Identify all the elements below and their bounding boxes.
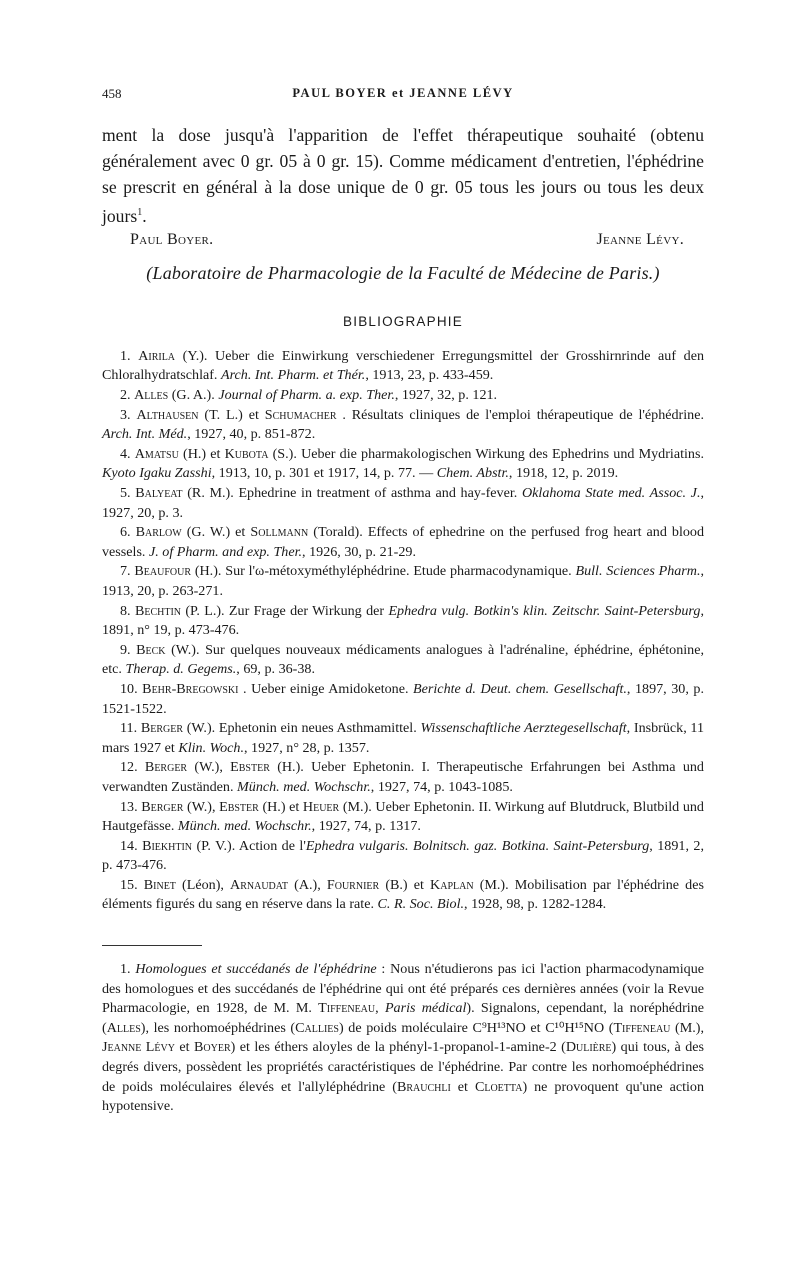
signature-jeanne-levy: Jeanne Lévy.: [596, 230, 684, 248]
bibliography-entry: 8. Bechtin (P. L.). Zur Frage der Wirkung der Ephedra vulg. Botkin's klin. Zeitschr. Saint-Petersburg, 1891, n° 19, p. 473-476.: [102, 602, 704, 639]
body-paragraph: ment la dose jusqu'à l'apparition de l'effet thérapeutique souhaité (obtenu généralement avec 0 gr. 05 à 0 gr. 15). Comme médicament d'entretien, l'éphédrine se prescrit en général à la dose unique de 0 gr. 05 tous les jours ou tous les deux jours$^1$.: [102, 125, 704, 226]
bibliography-entry: 9. Beck (W.). Sur quelques nouveaux médicaments analogues à l'adrénaline, éphédrine, éphétonine, etc. Therap. d. Gegems., 69, p. 36-38.: [102, 641, 704, 678]
bibliography-entry: 14. Biekhtin (P. V.). Action de l'Ephedra vulgaris. Bolnitsch. gaz. Botkina. Saint-Petersburg, 1891, 2, p. 473-476.: [102, 837, 704, 874]
bibliography-entry: 7. Beaufour (H.). Sur l'ω-métoxyméthyléphédrine. Etude pharmacodynamique. Bull. Sciences Pharm., 1913, 20, p. 263-271.: [102, 563, 705, 599]
bibliography-entry: 13. Berger (W.), Ebster (H.) et Heuer (M.). Ueber Ephetonin. II. Wirkung auf Blutdruck, Blutbild und Hautgefässe. Münch. med. Wochschr., 1927, 74, p. 1317.: [102, 798, 704, 835]
signatures: [102, 229, 704, 255]
bibliography-entry: 11. Berger (W.). Ephetonin ein neues Asthmamittel. Wissenschaftliche Aerztegesellschaft, Insbrück, 11 mars 1927 et Klin. Woch., 1927, n° 28, p. 1357.: [102, 720, 705, 756]
bibliography-list: [102, 347, 704, 915]
bibliography-entry: 2. Alles (G. A.). Journal of Pharm. a. exp. Ther., 1927, 32, p. 121.: [120, 387, 498, 404]
bibliography-entry: 3. Althausen (T. L.) et Schumacher . Résultats cliniques de l'emploi thérapeutique de l'éphédrine. Arch. Int. Méd., 1927, 40, p. 851-872.: [102, 406, 704, 443]
bibliography-entry: 6. Barlow (G. W.) et Sollmann (Torald). Effects of ephedrine on the perfused frog heart and blood vessels. J. of Pharm. and exp. Ther., 1926, 30, p. 21-29.: [102, 524, 705, 560]
laboratory-affiliation: (Laboratoire de Pharmacologie de la Faculté de Médecine de Paris.): [146, 262, 660, 283]
bibliography-entry: 4. Amatsu (H.) et Kubota (S.). Ueber die pharmakologischen Wirkung des Ephedrins und Mydriatins. Kyoto Igaku Zasshi, 1913, 10, p. 301 et 1917, 14, p. 77. — Chem. Abstr., 1918, 12, p. 2019.: [102, 445, 704, 482]
page-number: 458: [102, 86, 122, 101]
bibliography-entry: 15. Binet (Léon), Arnaudat (A.), Fournier (B.) et Kaplan (M.). Mobilisation par l'éphédrine des éléments figurés du sang en réserve dans la rate. C. R. Soc. Biol., 1928, 98, p. 1282-1284.: [102, 876, 704, 913]
running-head: PAUL BOYER et JEANNE LÉVY: [292, 86, 514, 100]
signature-paul-boyer: Paul Boyer.: [130, 230, 214, 248]
page: [102, 86, 704, 1117]
bibliography-entry: 12. Berger (W.), Ebster (H.). Ueber Ephetonin. I. Therapeutische Erfahrungen bei Asthma und verwandten Zuständen. Münch. med. Wochschr., 1927, 74, p. 1043-1085.: [102, 759, 704, 795]
footnote-divider: [102, 945, 202, 946]
bibliography-entry: 5. Balyeat (R. M.). Ephedrine in treatment of asthma and hay-fever. Oklahoma State med. Assoc. J., 1927, 20, p. 3.: [102, 485, 704, 521]
bibliography-entry: 1. Airila (Y.). Ueber die Einwirkung verschiedener Erregungsmittel der Grosshirnrinde auf den Chloralhydratschlaf. Arch. Int. Pharm. et Thér., 1913, 23, p. 433-459.: [102, 347, 704, 384]
footnote-marker: 1: [137, 207, 143, 218]
bibliography-entry: 10. Behr-Bregowski . Ueber einige Amidoketone. Berichte d. Deut. chem. Gesellschaft., 1897, 30, p. 1521-1522.: [102, 680, 704, 717]
bibliography-title: BIBLIOGRAPHIE: [343, 313, 463, 329]
footnote: 1. Homologues et succédanés de l'éphédrine : Nous n'étudierons pas ici l'action pharmacodynamique des homologues et des succédanés de l'éphédrine qui ont été préparés ces dernières années (voir la Revue Pharmacologie, en 1928, de M. M. Tiffeneau, Paris médical). Signalons, cependant, la noréphédrine (Alles), les norhomoéphédrines (Callies) de poids moléculaire C⁹H¹³NO et C¹⁰H¹⁵NO (Tiffeneau (M.), Jeanne Lévy et Boyer) et les éthers aloyles de la phényl-1-propanol-1-amine-2 (Dulière) qui tous, à des degrés divers, possèdent les propriétés caractéristiques de l'éphédrine. Par contre les norhomoéphédrines de poids moléculaires élevés et l'allyléphédrine (Brauchli et Cloetta) ne provoquent qu'une action hypotensive.: [102, 961, 705, 1115]
page-header: [102, 86, 704, 108]
